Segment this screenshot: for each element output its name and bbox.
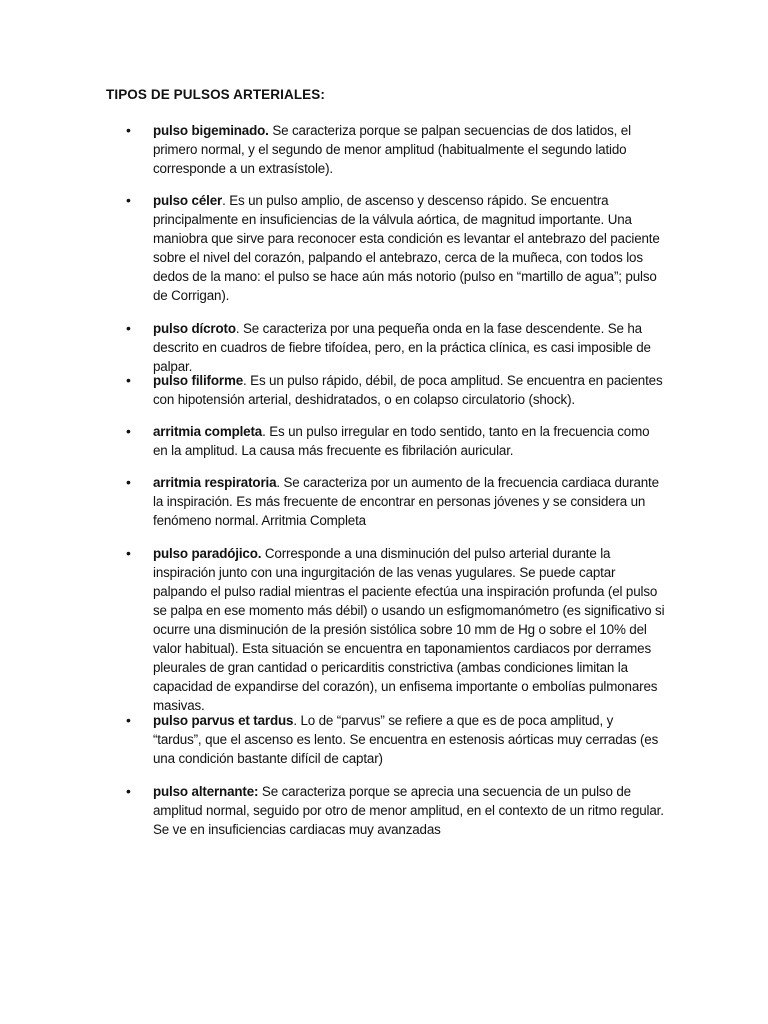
item-term: pulso parvus et tardus [153,713,294,728]
item-text [153,121,665,178]
item-text [153,422,665,460]
item-term: pulso céler [153,193,223,208]
item-term: pulso filiforme [153,373,244,388]
item-description: Se caracteriza porque se aprecia una secuencia de un pulso de amplitud normal, seguido por otro de menor amplitud, en el contexto de un ritmo regular. Se ve en insuficiencias cardiacas muy avanzadas [153,784,664,837]
bullet-icon: • [126,783,131,799]
item-term: pulso alternante: [153,784,259,799]
item-description: Corresponde a una disminución del pulso arterial durante la inspiración junto con una ingurgitación de las venas yugulares. Se puede captar palpando el pulso radial mientras el paciente efectúa una inspiración profunda (el pulso se palpa en ese momento más débil) o usando un esfigmomanómetro (es significativo si ocurre una disminución de la presión sistólica sobre 10 mm de Hg o sobre el 10% del valor habitual). Esta situación se encuentra en taponamientos cardiacos por derrames pleurales de gran cantidad o pericarditis constrictiva (ambas condiciones limitan la capacidad de expandirse del corazón), un enfisema importante o embolías pulmonares masivas. [153,546,665,713]
item-description: . Se caracteriza por un aumento de la frecuencia cardiaca durante la inspiración. Es más frecuente de encontrar en personas jóvenes y se considera un fenómeno normal. Arritmia Completa [153,475,659,528]
item-description: . Se caracteriza por una pequeña onda en la fase descendente. Se ha descrito en cuadros de fiebre tifoídea, pero, en la práctica clínica, es casi imposible de palpar. [153,321,651,374]
bullet-icon: • [126,712,131,728]
item-term: pulso paradójico. [153,546,262,561]
bullet-icon: • [126,192,131,208]
item-term: pulso bigeminado. [153,123,269,138]
item-text [153,371,665,409]
bullet-icon: • [126,320,131,336]
item-description: Se caracteriza porque se palpan secuencias de dos latidos, el primero normal, y el segundo de menor amplitud (habitualmente el segundo latido corresponde a un extrasístole). [153,123,631,176]
item-description: . Es un pulso rápido, débil, de poca amplitud. Se encuentra en pacientes con hipotensión arterial, deshidratados, o en colapso circulatorio (shock). [153,373,663,407]
item-description: . Lo de “parvus” se refiere a que es de poca amplitud, y “tardus”, que el ascenso es lento. Se encuentra en estenosis aórticas muy cerradas (es una condición bastante difícil de captar) [153,713,659,766]
document-title: TIPOS DE PULSOS ARTERIALES: [106,87,325,102]
item-term: arritmia respiratoria [153,475,277,490]
item-term: pulso dícroto [153,321,236,336]
item-description: . Es un pulso amplio, de ascenso y descenso rápido. Se encuentra principalmente en insuficiencias de la válvula aórtica, de magnitud importante. Una maniobra que sirve para reconocer esta condición es levantar el antebrazo del paciente sobre el nivel del corazón, palpando el antebrazo, cerca de la muñeca, con todos los dedos de la mano: el pulso se hace aún más notorio (pulso en “martillo de agua”; pulso de Corrigan). [153,193,660,303]
item-text [153,319,665,376]
item-text [153,711,665,768]
item-term: arritmia completa [153,424,263,439]
item-text [153,782,665,839]
bullet-icon: • [126,423,131,439]
bullet-icon: • [126,122,131,138]
item-text [153,191,665,305]
item-description: . Es un pulso irregular en todo sentido, tanto en la frecuencia como en la amplitud. La causa más frecuente es fibrilación auricular. [153,424,650,458]
bullet-icon: • [126,545,131,561]
item-text [153,544,665,715]
bullet-icon: • [126,474,131,490]
item-text [153,473,665,530]
bullet-icon: • [126,372,131,388]
